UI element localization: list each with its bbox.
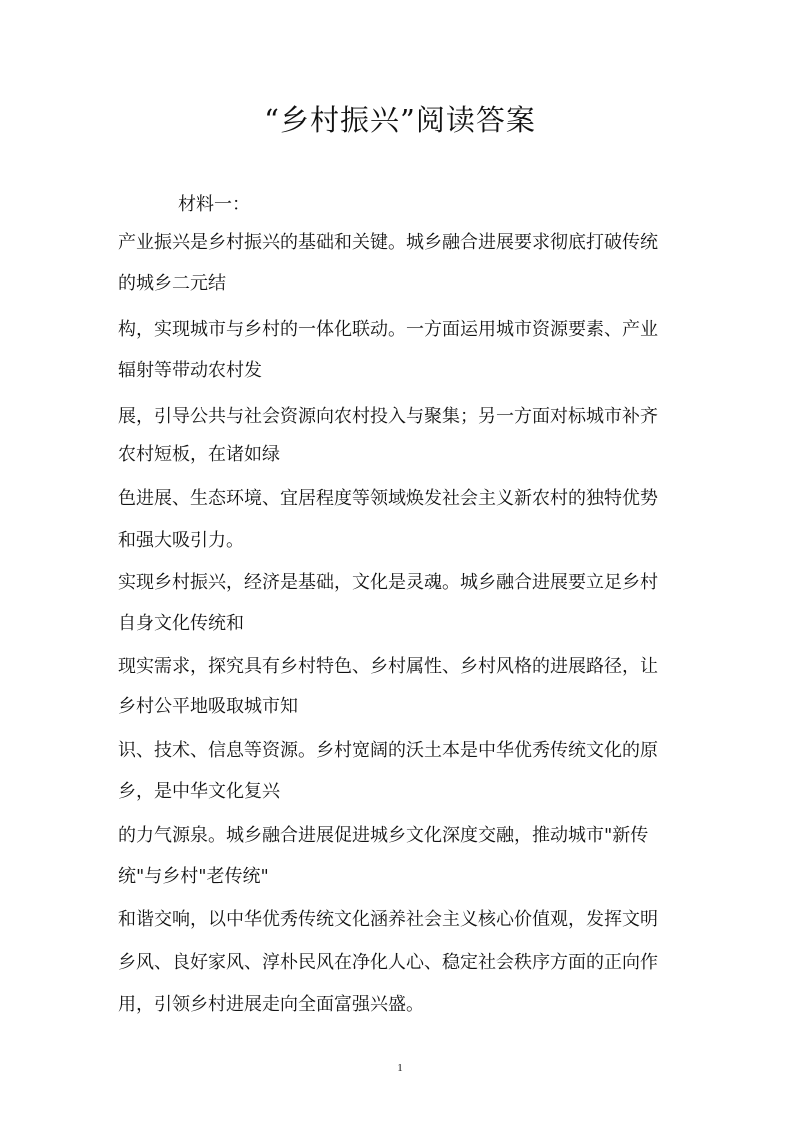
page-number: 1 [397,1062,403,1074]
text-line: 现实需求，探究具有乡村特色、乡村属性、乡村风格的进展路径，让 [118,656,658,677]
text-line: 乡风、良好家风、淳朴民风在净化人心、稳定社会秩序方面的正向作 [118,952,658,973]
text-line: 实现乡村振兴，经济是基础，文化是灵魂。城乡融合进展要立足乡村 [118,572,658,593]
text-line: 统"与乡村"老传统" [118,866,269,887]
text-line: 乡，是中华文化复兴 [118,781,280,802]
section-label: 材料一： [178,194,250,215]
text-line: 展，引导公共与社会资源向农村投入与聚集；另一方面对标城市补齐 [118,406,658,427]
text-line: 自身文化传统和 [118,613,244,634]
text-line: 乡村公平地吸取城市知 [118,696,298,717]
text-line: 构，实现城市与乡村的一体化联动。一方面运用城市资源要素、产业 [118,319,658,340]
text-line: 和谐交响，以中华优秀传统文化涵养社会主义核心价值观，发挥文明 [118,909,658,930]
text-line: 产业振兴是乡村振兴的基础和关键。城乡融合进展要求彻底打破传统 [118,232,658,253]
text-line: 辐射等带动农村发 [118,360,262,381]
text-line: 用，引领乡村进展走向全面富强兴盛。 [118,994,424,1015]
document-title: “乡村振兴”阅读答案 [264,103,536,137]
text-line: 的城乡二元结 [118,273,226,294]
text-line: 识、技术、信息等资源。乡村宽阔的沃土本是中华优秀传统文化的原 [118,740,658,761]
text-line: 的力气源泉。城乡融合进展促进城乡文化深度交融，推动城市"新传 [118,825,649,846]
text-line: 色进展、生态环境、宜居程度等领域焕发社会主义新农村的独特优势 [118,488,658,509]
text-line: 农村短板，在诸如绿 [118,444,280,465]
text-line: 和强大吸引力。 [118,530,244,551]
